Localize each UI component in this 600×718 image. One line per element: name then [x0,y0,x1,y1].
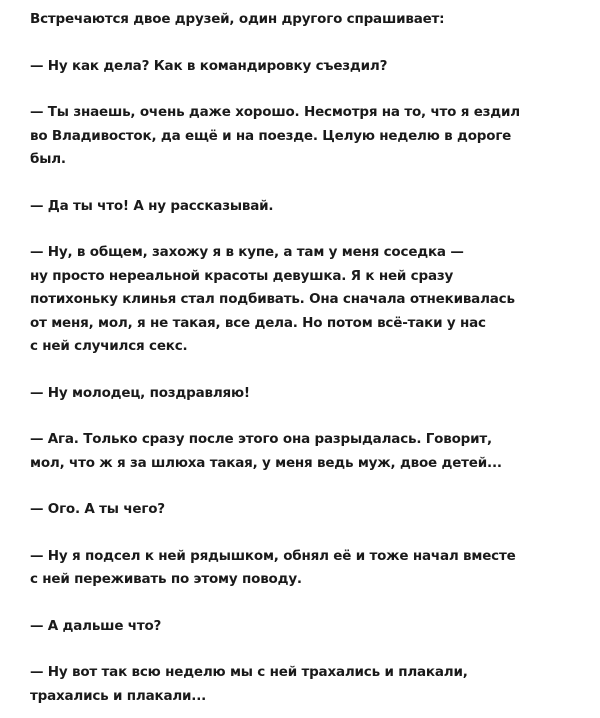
dialogue-line [30,545,590,592]
text-line: во Владивосток, да ещё и на поезде. Целую неделю в дороге [30,127,512,144]
text-line: — Ну молодец, поздравляю! [30,384,250,401]
text-line: трахались и плакали... [30,687,207,704]
text-line: — Ого. А ты чего? [30,501,165,517]
text-line: — Ну как дела? Как в командировку съездил? [30,57,388,74]
text-line: — Ага. Только сразу после этого она разрыдалась. Говорит, [30,431,492,447]
text-line: с ней случился секс. [30,338,188,354]
text-line: — А дальше что? [30,617,162,634]
text-line: от меня, мол, я не такая, все дела. Но потом всё-таки у нас [30,314,486,331]
text-line: был. [30,151,66,167]
text-line: — Ну, в общем, захожу я в купе, а там у меня соседка — [30,244,464,260]
dialogue-line [30,241,590,359]
dialogue-line [30,195,590,219]
dialogue-line [30,498,590,522]
text-line: с ней переживать по этому поводу. [30,571,302,587]
dialogue-line [30,661,590,708]
text-line: потихоньку клинья стал подбивать. Она сначала отнекивалась [30,291,515,307]
text-line: — Да ты что! А ну рассказывай. [30,197,274,214]
text-line: мол, что ж я за шлюха такая, у меня ведь муж, двое детей... [30,454,502,471]
text-line: — Ну вот так всю неделю мы с ней трахались и плакали, [30,664,468,680]
dialogue [30,55,590,709]
dialogue-line [30,615,590,639]
text-line: — Ты знаешь, очень даже хорошо. Несмотря на то, что я ездил [30,104,520,120]
dialogue-line [30,382,590,406]
dialogue-line [30,55,590,79]
dialogue-line [30,101,590,172]
intro-line [30,8,590,32]
text-line: — Ну я подсел к ней рядышком, обнял её и тоже начал вместе [30,547,516,564]
joke-text [30,8,590,708]
text-line: Встречаются двое друзей, один другого спрашивает: [30,11,445,27]
dialogue-line [30,428,590,475]
text-line: ну просто нереальной красоты девушка. Я к ней сразу [30,267,454,284]
